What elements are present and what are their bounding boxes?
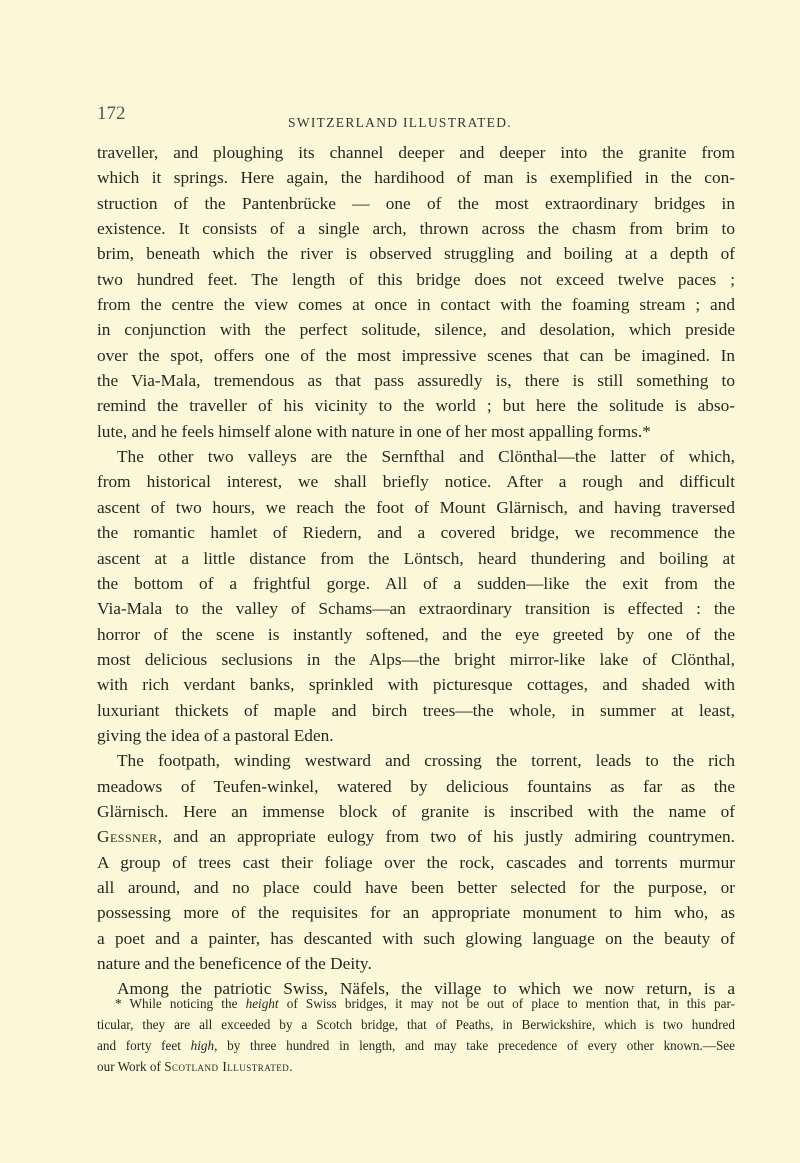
text-segment: with rich verdant banks, sprinkled with picturesque cottages, and shaded with (97, 675, 735, 695)
text-segment: struction of the Pantenbrücke — one of the most extraordinary bridges in (97, 193, 735, 213)
footnote-line (97, 1056, 735, 1077)
text-segment: remind the traveller of his vicinity to the world ; but here the solitude is abso- (97, 396, 735, 416)
text-segment: Among the patriotic Swiss, Näfels, the village to which we now return, is a (117, 979, 735, 999)
text-segment: nature and the beneficence of the Deity. (97, 954, 372, 973)
body-line (97, 900, 735, 925)
text-segment: in conjunction with the perfect solitude, silence, and desolation, which preside (97, 320, 735, 340)
page-number: 172 (97, 103, 126, 124)
text-segment: horror of the scene is instantly softened, and the eye greeted by one of the (97, 624, 735, 644)
text-segment: the Via-Mala, tremendous as that pass assuredly is, there is still something to (97, 371, 735, 391)
body-line (97, 824, 735, 849)
body-line (97, 875, 735, 900)
text-segment: and forty feet (97, 1038, 191, 1053)
text-segment: a poet and a painter, has descanted with such glowing language on the beauty of (97, 928, 735, 948)
body-line (97, 444, 735, 469)
text-segment: * While noticing the (115, 996, 246, 1011)
text-segment: traveller, and ploughing its channel deeper and deeper into the granite from (97, 143, 735, 162)
text-segment: ascent at a little distance from the Löntsch, heard thundering and boiling at (97, 548, 735, 568)
text-segment: from historical interest, we shall briefly notice. After a rough and difficult (97, 472, 735, 492)
text-segment: luxuriant thickets of maple and birch trees—the whole, in summer at least, (97, 700, 735, 720)
text-segment: most delicious seclusions in the Alps—the bright mirror-like lake of Clönthal, (97, 649, 735, 669)
text-segment: high (190, 1038, 215, 1053)
body-line (97, 647, 735, 672)
text-segment: our Work of (97, 1059, 165, 1074)
text-segment: existence. It consists of a single arch, thrown across the chasm from brim to (97, 219, 735, 239)
body-line (97, 698, 735, 723)
body-line (97, 267, 735, 292)
text-segment: , and an appropriate eulogy from two of his justly admiring countrymen. (157, 827, 735, 847)
body-line (97, 419, 735, 444)
text-segment: ascent of two hours, we reach the foot of Mount Glärnisch, and having traversed (97, 497, 735, 517)
text-segment: which it springs. Here again, the hardihood of man is exemplified in the con- (97, 168, 735, 188)
body-line (97, 951, 735, 976)
body-line (97, 774, 735, 799)
text-segment: ticular, they are all exceeded by a Scotch bridge, that of Peaths, in Berwickshire, which is two hundred (97, 1017, 735, 1032)
body-line (97, 622, 735, 647)
text-segment: the romantic hamlet of Riedern, and a covered bridge, we recommence the (97, 523, 735, 543)
running-title: SWITZERLAND ILLUSTRATED. (288, 115, 512, 130)
body-line (97, 368, 735, 393)
text-segment: Gessner (97, 827, 158, 847)
footnote-line (97, 1035, 735, 1056)
body-line (97, 672, 735, 697)
text-segment: giving the idea of a pastoral Eden. (97, 725, 334, 745)
body-line (97, 596, 735, 621)
body-line (97, 317, 735, 342)
body-line (97, 723, 735, 748)
body-line (97, 165, 735, 190)
text-segment: all around, and no place could have been better selected for the purpose, or (97, 877, 735, 897)
body-line (97, 241, 735, 266)
body-line (97, 520, 735, 545)
text-segment: of Swiss bridges, it may not be out of place to mention that, in this par- (278, 996, 735, 1011)
body-line (97, 140, 735, 165)
body-line (97, 393, 735, 418)
text-segment: two hundred feet. The length of this bridge does not exceed twelve paces ; (97, 269, 735, 289)
text-segment: Scotland Illustrated. (164, 1059, 294, 1074)
text-segment: lute, and he feels himself alone with nature in one of her most appalling forms.* (97, 421, 651, 441)
body-line (97, 926, 735, 951)
text-segment: from the centre the view comes at once in contact with the foaming stream ; and (97, 295, 735, 315)
text-segment: , by three hundred in length, and may take precedence of every other known.—See (214, 1038, 735, 1053)
body-line (97, 292, 735, 317)
text-segment: height (245, 996, 279, 1011)
footnote (97, 993, 735, 1077)
text-segment: the bottom of a frightful gorge. All of a sudden—like the exit from the (97, 573, 735, 593)
footnote-line (97, 993, 735, 1014)
text-segment: over the spot, offers one of the most impressive scenes that can be imagined. In (97, 345, 735, 365)
text-segment: Via-Mala to the valley of Schams—an extraordinary transition is effected : the (97, 599, 735, 619)
body-line (97, 469, 735, 494)
text-segment: meadows of Teufen-winkel, watered by delicious fountains as far as the (97, 776, 735, 796)
text-segment: The footpath, winding westward and crossing the torrent, leads to the rich (117, 751, 735, 771)
text-segment: possessing more of the requisites for an appropriate monument to him who, as (97, 903, 735, 923)
body-line (97, 571, 735, 596)
body-line (97, 343, 735, 368)
body-line (97, 495, 735, 520)
text-segment: The other two valleys are the Sernfthal and Clönthal—the latter of which, (117, 447, 735, 467)
body-line (97, 546, 735, 571)
text-segment: A group of trees cast their foliage over the rock, cascades and torrents murmur (97, 852, 735, 872)
body-text (97, 140, 735, 1002)
body-line (97, 748, 735, 773)
footnote-line (97, 1014, 735, 1035)
text-segment: brim, beneath which the river is observed struggling and boiling at a depth of (97, 244, 735, 264)
body-line (97, 850, 735, 875)
text-segment: Glärnisch. Here an immense block of granite is inscribed with the name of (97, 801, 735, 821)
body-line (97, 216, 735, 241)
body-line (97, 799, 735, 824)
body-line (97, 191, 735, 216)
